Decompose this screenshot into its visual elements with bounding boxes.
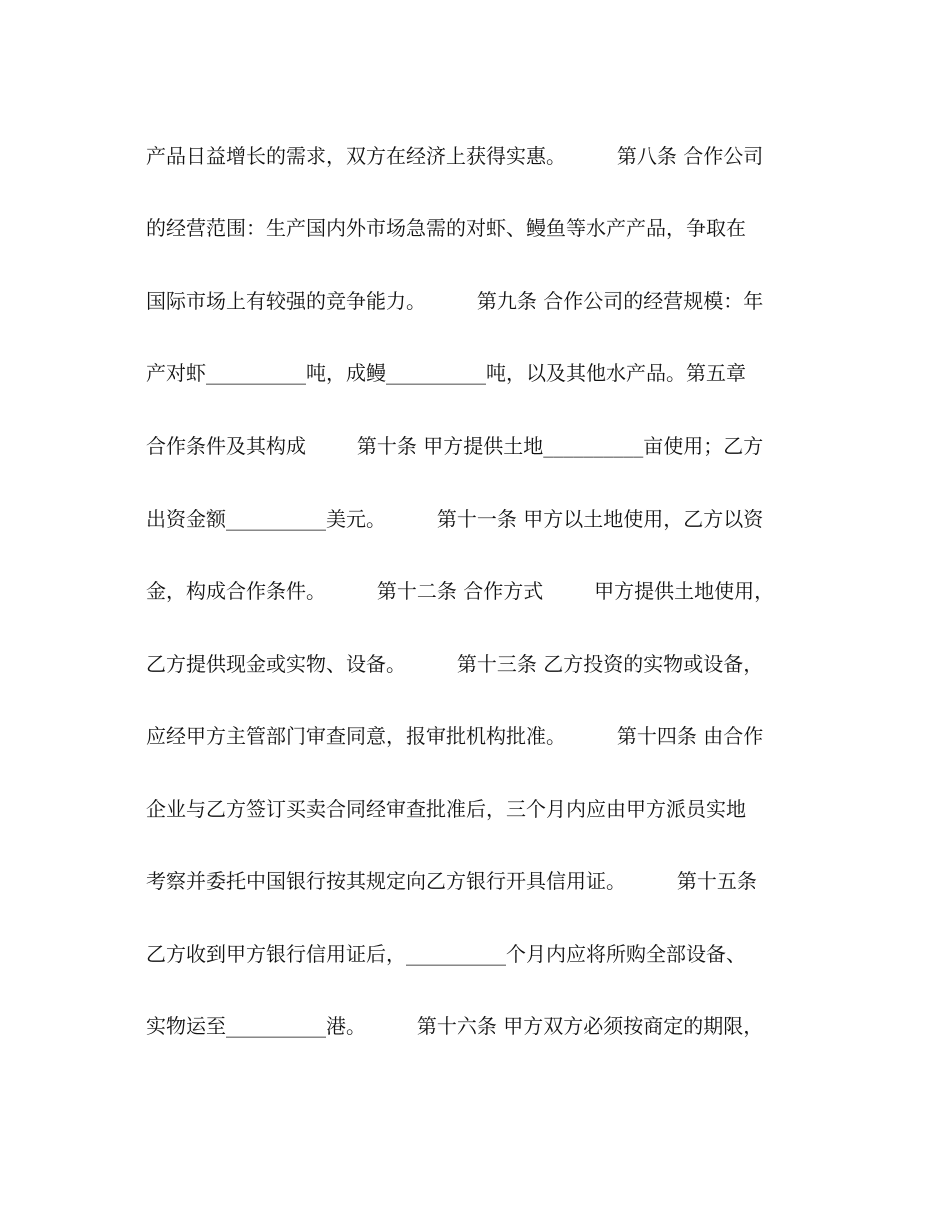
text-line: 产对虾__________吨，成鳗__________吨，以及其他水产品。第五章 [146,361,746,385]
text-line: 考察并委托中国银行按其规定向乙方银行开具信用证。 第十五条 [146,869,757,893]
text-line: 出资金额__________美元。 第十一条 甲方以土地使用，乙方以资 [146,507,764,531]
text-line: 应经甲方主管部门审查同意，报审批机构批准。 第十四条 由合作 [146,724,764,748]
text-line: 产品日益增长的需求，双方在经济上获得实惠。 第八条 合作公司 [146,144,764,168]
text-line: 实物运至__________港。 第十六条 甲方双方必须按商定的期限， [146,1014,764,1038]
text-line: 企业与乙方签订买卖合同经审查批准后，三个月内应由甲方派员实地 [146,797,746,821]
text-line: 的经营范围：生产国内外市场急需的对虾、鳗鱼等水产产品，争取在 [146,216,746,240]
text-line: 合作条件及其构成 第十条 甲方提供土地__________亩使用；乙方 [146,434,764,458]
text-line: 金，构成合作条件。 第十二条 合作方式 甲方提供土地使用， [146,579,775,603]
text-line: 乙方收到甲方银行信用证后，__________个月内应将所购全部设备、 [146,942,746,966]
text-line: 国际市场上有较强的竞争能力。 第九条 合作公司的经营规模：年 [146,289,764,313]
text-line: 乙方提供现金或实物、设备。 第十三条 乙方投资的实物或设备， [146,652,764,676]
